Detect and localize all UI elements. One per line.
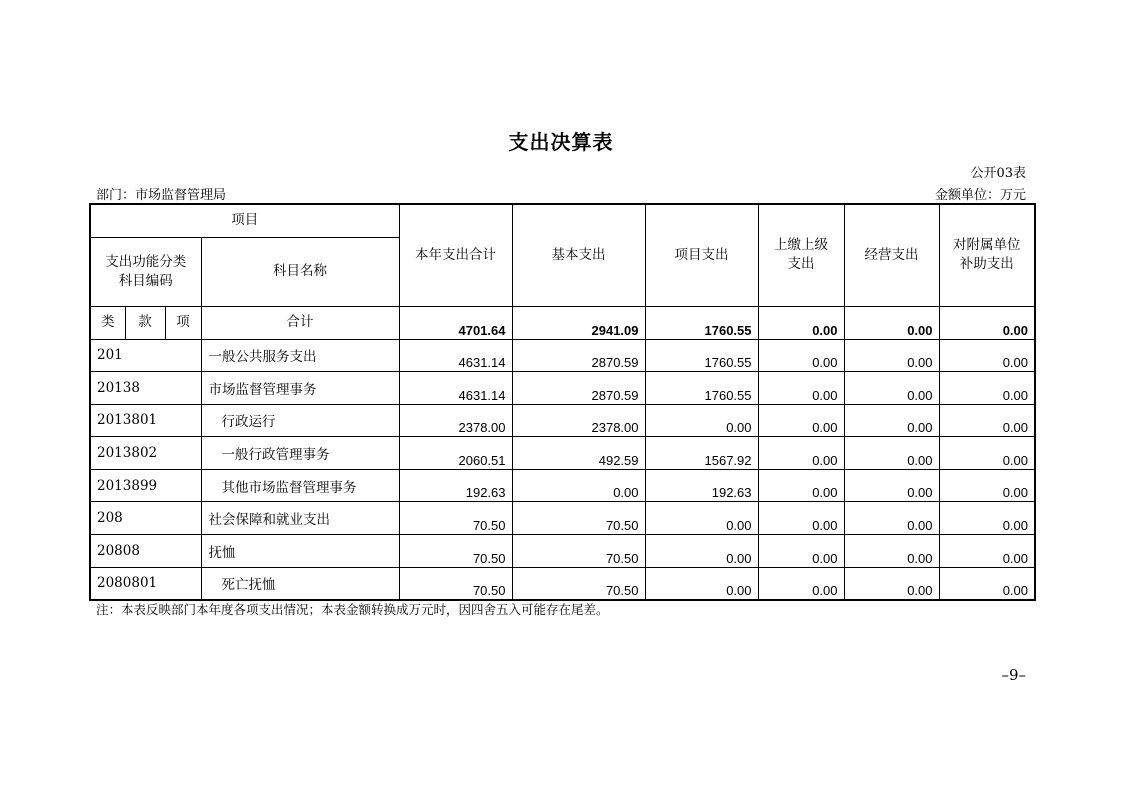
header-subject-name: 科目名称 [201,237,399,306]
total-row [90,306,1035,339]
amount-cell: 192.63 [399,469,512,502]
header-total-expenditure: 本年支出合计 [399,204,512,306]
department-label: 部门：市场监督管理局 [96,188,227,203]
table-row [90,339,1035,372]
amount-cell: 70.50 [512,502,645,535]
form-number: 公开03表 [970,166,1026,181]
amount-cell: 70.50 [399,535,512,568]
amount-cell: 0.00 [844,502,939,535]
table-note: 注：本表反映部门本年度各项支出情况；本表金额转换成万元时，因四舍五入可能存在尾差。 [96,602,609,617]
amount-cell: 0.00 [939,339,1035,372]
amount-cell: 0.00 [758,437,844,470]
table-row [90,469,1035,502]
amount-cell: 492.59 [512,437,645,470]
total-cell: 0.00 [939,306,1035,339]
header-function-code: 支出功能分类科目编码 [90,237,201,306]
amount-cell: 0.00 [939,372,1035,405]
amount-cell: 0.00 [512,469,645,502]
subject-code: 2013801 [90,404,201,437]
amount-cell: 1760.55 [645,372,758,405]
subject-name: 行政运行 [201,404,399,437]
amount-cell: 4631.14 [399,372,512,405]
subject-code: 2013899 [90,469,201,502]
amount-unit-label: 金额单位：万元 [934,188,1026,203]
subject-name: 其他市场监督管理事务 [201,469,399,502]
amount-cell: 2060.51 [399,437,512,470]
amount-cell: 0.00 [844,567,939,600]
subject-name: 一般行政管理事务 [201,437,399,470]
amount-cell: 0.00 [645,567,758,600]
subject-code: 20138 [90,372,201,405]
amount-cell: 70.50 [399,567,512,600]
subject-code: 2013802 [90,437,201,470]
amount-cell: 0.00 [939,469,1035,502]
table-row [90,372,1035,405]
table-row [90,437,1035,470]
total-cell: 2941.09 [512,306,645,339]
header-subsidiary-subsidy: 对附属单位补助支出 [939,204,1035,306]
amount-cell: 0.00 [758,502,844,535]
table-row [90,535,1035,568]
amount-cell: 4631.14 [399,339,512,372]
page-number: –9– [1001,666,1026,684]
amount-cell: 2378.00 [399,404,512,437]
amount-cell: 0.00 [939,502,1035,535]
amount-cell: 1567.92 [645,437,758,470]
amount-cell: 0.00 [844,339,939,372]
amount-cell: 1760.55 [645,339,758,372]
amount-cell: 0.00 [645,502,758,535]
amount-cell: 0.00 [844,437,939,470]
amount-cell: 0.00 [844,535,939,568]
amount-cell: 0.00 [939,437,1035,470]
amount-cell: 2378.00 [512,404,645,437]
amount-cell: 0.00 [645,535,758,568]
amount-cell: 0.00 [939,404,1035,437]
header-kuan: 款 [125,306,165,339]
header-operation-expenditure: 经营支出 [844,204,939,306]
amount-cell: 0.00 [758,404,844,437]
header-xiang: 项 [165,306,201,339]
subject-name: 市场监督管理事务 [201,372,399,405]
total-cell: 1760.55 [645,306,758,339]
total-cell: 0.00 [758,306,844,339]
total-label: 合计 [201,306,399,339]
subject-name: 抚恤 [201,535,399,568]
subject-name: 死亡抚恤 [201,567,399,600]
amount-cell: 2870.59 [512,372,645,405]
table-row [90,567,1035,600]
header-row [90,204,1035,237]
amount-cell: 0.00 [758,567,844,600]
amount-cell: 0.00 [758,469,844,502]
total-cell: 0.00 [844,306,939,339]
page-title: 支出决算表 [508,130,614,154]
header-project: 项目 [90,204,399,237]
header-lei: 类 [90,306,125,339]
table-body [90,204,1035,600]
amount-cell: 192.63 [645,469,758,502]
subject-code: 208 [90,502,201,535]
subject-name: 社会保障和就业支出 [201,502,399,535]
amount-cell: 0.00 [844,404,939,437]
amount-cell: 0.00 [758,372,844,405]
amount-cell: 0.00 [844,372,939,405]
subject-code: 201 [90,339,201,372]
header-upper-remittance: 上缴上级支出 [758,204,844,306]
header-project-expenditure: 项目支出 [645,204,758,306]
amount-cell: 0.00 [758,535,844,568]
subject-code: 2080801 [90,567,201,600]
subject-name: 一般公共服务支出 [201,339,399,372]
amount-cell: 70.50 [399,502,512,535]
amount-cell: 0.00 [844,469,939,502]
header-basic-expenditure: 基本支出 [512,204,645,306]
total-cell: 4701.64 [399,306,512,339]
amount-cell: 70.50 [512,535,645,568]
amount-cell: 0.00 [758,339,844,372]
table-row [90,404,1035,437]
amount-cell: 70.50 [512,567,645,600]
amount-cell: 0.00 [645,404,758,437]
amount-cell: 2870.59 [512,339,645,372]
expenditure-table [89,203,1036,601]
amount-cell: 0.00 [939,567,1035,600]
amount-cell: 0.00 [939,535,1035,568]
subject-code: 20808 [90,535,201,568]
table-row [90,502,1035,535]
